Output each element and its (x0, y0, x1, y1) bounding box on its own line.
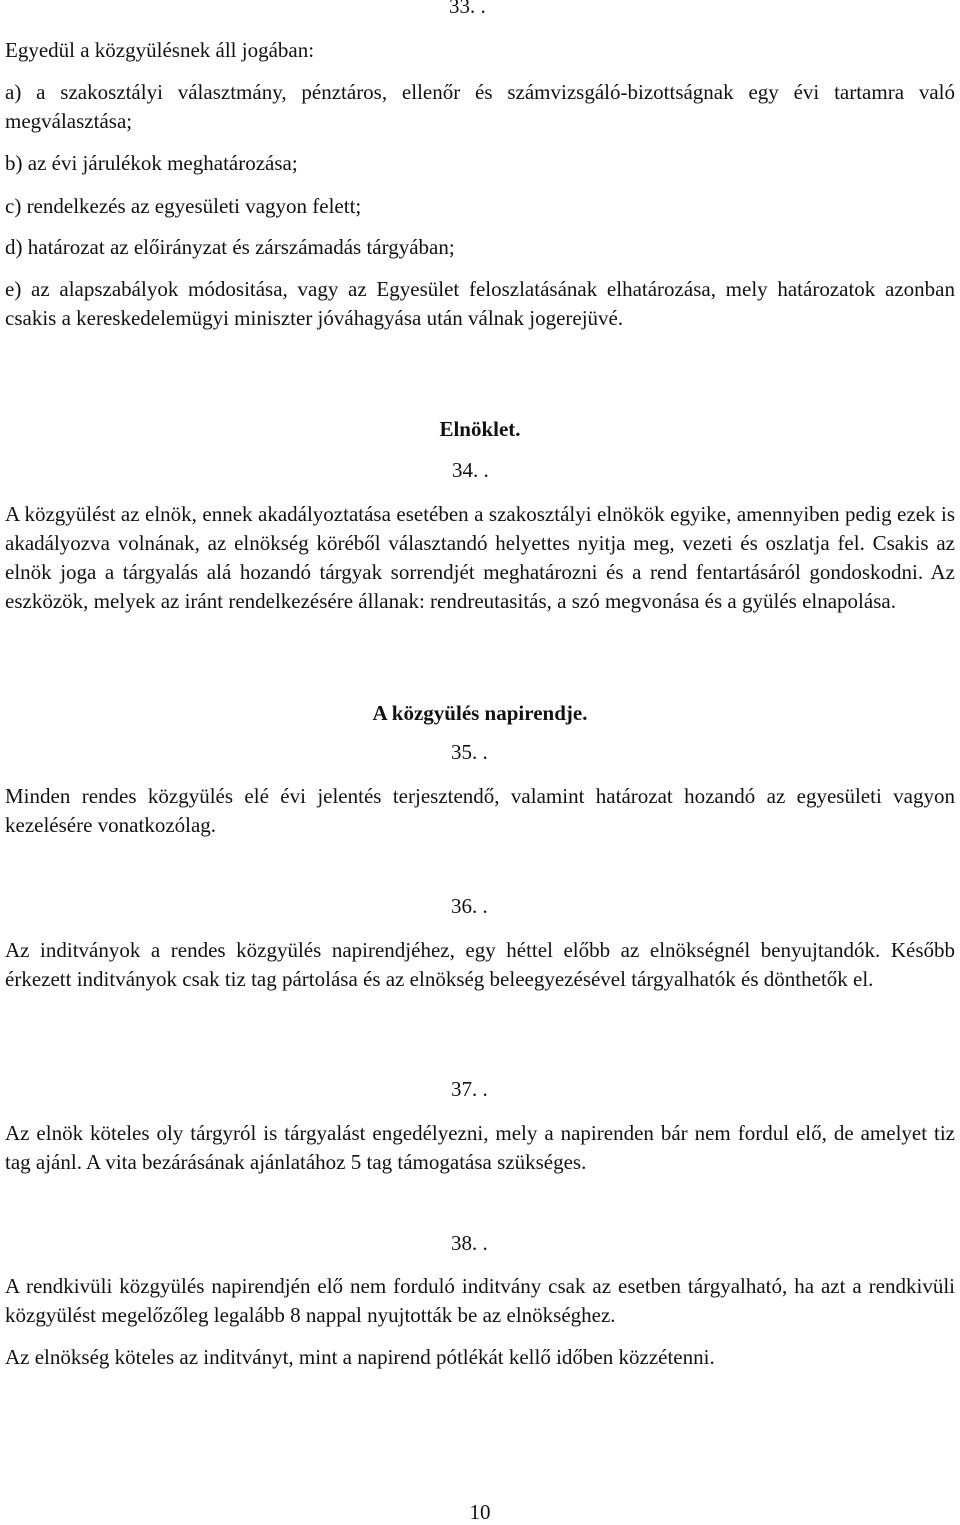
section-38-text-2: Az elnökség köteles az inditványt, mint a napirend pótlékát kellő időben közzétenni. (5, 1345, 715, 1369)
section-35-text: Minden rendes közgyülés elé évi jelentés terjesztendő, valamint határozat hozandó az egyesületi vagyon kezelésére vonatkozólag. (5, 784, 955, 837)
section-33-item-b: b) az évi járulékok meghatározása; (5, 151, 298, 175)
section-36-number: 36. . (451, 894, 488, 918)
section-33-item-a: a) a szakosztályi választmány, pénztáros, ellenőr és számvizsgáló-bizottságnak egy évi tartamra való megválasztása; (5, 80, 955, 133)
section-34-text: A közgyülést az elnök, ennek akadályoztatása esetében a szakosztályi elnökök egyike, amennyiben pedig ezek is akadályozva volnának, az elnökség köréből választandó helyettes nyitja meg, vezeti és oszlatja fel. Csakis az elnök joga a tárgyalás alá hozandó tárgyak sorrendjét meghatározni és a rend fentartásáról gondoskodni. Az eszközök, melyek az iránt rendelkezésére állanak: rendreutasitás, a szó megvonása és a gyülés elnapolása. (5, 502, 955, 613)
section-33-intro: Egyedül a közgyülésnek áll jogában: (5, 38, 315, 62)
section-33-item-c: c) rendelkezés az egyesületi vagyon felett; (5, 194, 362, 218)
section-33-number: 33. . (449, 0, 486, 18)
section-36-text: Az inditványok a rendes közgyülés napirendjéhez, egy héttel előbb az elnökségnél benyujtandók. Később érkezett inditványok csak tiz tag pártolása és az elnökség beleegyezésével tárgyalhatók és dönthetők el. (5, 938, 955, 991)
section-33-item-d: d) határozat az előirányzat és zárszámadás tárgyában; (5, 235, 455, 259)
section-37-text: Az elnök köteles oly tárgyról is tárgyalást engedélyezni, mely a napirenden bár nem fordul elő, de amelyet tiz tag ajánl. A vita bezárásának ajánlatához 5 tag támogatása szükséges. (5, 1121, 955, 1174)
heading-napirend: A közgyülés napirendje. (372, 701, 588, 725)
section-34-number: 34. . (452, 458, 489, 482)
section-38-number: 38. . (451, 1231, 488, 1255)
section-33-item-e: e) az alapszabályok módositása, vagy az Egyesület feloszlatásának elhatározása, mely határozatok azonban csakis a kereskedelemügyi miniszter jóváhagyása után válnak jogerejüvé. (5, 277, 955, 330)
section-35-number: 35. . (451, 740, 488, 764)
page-number: 10 (469, 1500, 491, 1524)
heading-elnoklet: Elnöklet. (439, 417, 521, 441)
section-37-number: 37. . (451, 1077, 488, 1101)
section-38-text-1: A rendkivüli közgyülés napirendjén elő nem forduló inditvány csak az esetben tárgyalható, ha azt a rendkivüli közgyülést megelőzőleg legalább 8 nappal nyujtották be az elnökséghez. (5, 1274, 955, 1327)
